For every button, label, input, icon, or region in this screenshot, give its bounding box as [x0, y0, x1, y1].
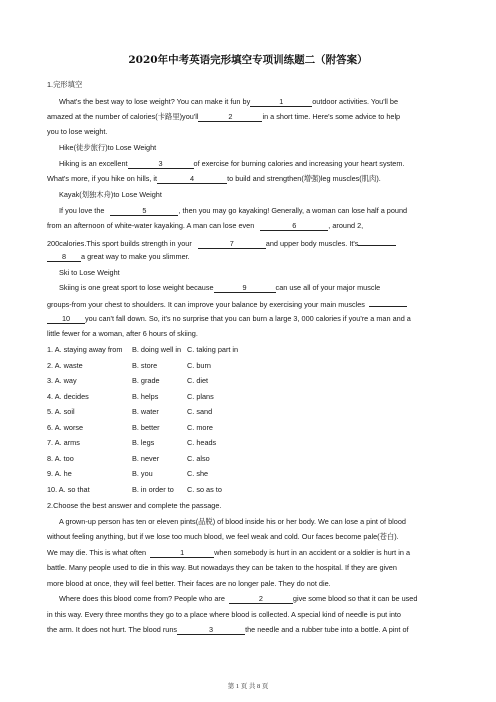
option-c: C. taking part in — [187, 345, 239, 354]
option-c: C. so as to — [187, 485, 222, 494]
blank-9: 9 — [214, 284, 276, 293]
option-a: 1. A. staying away from — [47, 345, 123, 354]
paragraph-line: What's the best way to lose weight? You can make it fun by 1 outdoor activities. You'll be — [59, 97, 399, 106]
blank-6: 6 — [260, 222, 328, 231]
paragraph-line: 200calories.This sport builds strength in your 7 and upper body muscles. It's — [47, 237, 396, 247]
option-c: C. sand — [187, 407, 213, 416]
blank-c2: 2 — [229, 595, 293, 604]
paragraph-line: amazed at the number of calories(卡路里)you'll 2 in a short time. Here's some advice to help — [47, 112, 401, 121]
option-b: B. grade — [132, 376, 160, 385]
subheading-ski: Ski to Lose Weight — [59, 268, 120, 277]
blank-10-start — [369, 298, 407, 307]
paragraph-line: 8 a great way to make you slimmer. — [47, 252, 190, 262]
paragraph-line: more blood at once, they will feel better. Their faces are no longer pale. They do not die. — [47, 579, 331, 588]
option-a: 3. A. way — [47, 376, 77, 385]
paragraph-line: from an afternoon of white-water kayaking. A man can lose even 6 , around 2, — [47, 221, 364, 230]
paragraph-line: in this way. Every three months they go to a place where blood is collected. A special kind of needle is put into — [47, 610, 401, 619]
blank-8: 8 — [47, 253, 81, 262]
blank-4: 4 — [157, 175, 227, 184]
blank-c1: 1 — [150, 549, 214, 558]
option-b: B. water — [132, 407, 159, 416]
option-a: 4. A. decides — [47, 392, 89, 401]
option-b: B. legs — [132, 438, 155, 447]
option-a: 6. A. worse — [47, 423, 84, 432]
paragraph-line: the arm. It does not hurt. The blood runs 3 the needle and a rubber tube into a bottle. A pint of — [47, 625, 409, 634]
option-b: B. helps — [132, 392, 159, 401]
option-b: B. never — [132, 454, 160, 463]
option-c: C. also — [187, 454, 210, 463]
option-c: C. burn — [187, 361, 211, 370]
blank-7: 7 — [198, 240, 266, 249]
section-heading-2: 2.Choose the best answer and complete the passage. — [47, 501, 222, 510]
paragraph-line: If you love the 5 , then you may go kayaking! Generally, a woman can lose half a pound — [59, 206, 408, 215]
option-c: C. she — [187, 469, 209, 478]
option-b: B. in order to — [132, 485, 174, 494]
paragraph-line: you to lose weight. — [47, 127, 108, 136]
option-a: 7. A. arms — [47, 438, 80, 447]
option-c: C. heads — [187, 438, 217, 447]
paragraph-line: little fewer for a woman, after 6 hours of skiing. — [47, 329, 198, 338]
paragraph-line: groups-from your chest to shoulders. It can improve your balance by exercising your main muscles — [47, 298, 407, 308]
option-c: C. plans — [187, 392, 214, 401]
paragraph-line: A grown-up person has ten or eleven pints(品脱) of blood inside his or her body. We can lose a pint of blood — [59, 517, 406, 526]
blank-10: 10 — [47, 315, 85, 324]
paragraph-line: without feeling anything, but if we lose too much blood, we feel weak and cold. Our faces become pale(苍白). — [47, 532, 399, 541]
paragraph-line: Skiing is one great sport to lose weight because 9 can use all of your major muscle — [59, 283, 381, 292]
option-b: B. you — [132, 469, 153, 478]
paragraph-line: battle. Many people used to die in this way. But nowadays they can be taken to the hospital. If they are given — [47, 563, 397, 572]
blank-1: 1 — [250, 98, 312, 107]
option-c: C. more — [187, 423, 213, 432]
blank-2: 2 — [198, 113, 262, 122]
blank-8-start — [358, 237, 396, 246]
option-a: 10. A. so that — [47, 485, 90, 494]
subheading-kayak: Kayak(划独木舟)to Lose Weight — [59, 190, 162, 199]
blank-5: 5 — [110, 207, 178, 216]
paragraph-line: Hiking is an excellent 3 of exercise for burning calories and increasing your heart system. — [59, 159, 405, 168]
paragraph-line: We may die. This is what often 1 when somebody is hurt in an accident or a soldier is hurt in a — [47, 548, 410, 557]
paragraph-line: Where does this blood come from? People who are 2 give some blood so that it can be used — [59, 594, 418, 603]
option-b: B. better — [132, 423, 160, 432]
page-footer: 第 1 页 共 8 页 — [227, 683, 269, 690]
option-a: 9. A. he — [47, 469, 72, 478]
section-heading-1: 1.完形填空 — [47, 80, 83, 89]
option-a: 8. A. too — [47, 454, 74, 463]
option-a: 5. A. soil — [47, 407, 75, 416]
paragraph-line: What's more, if you hike on hills, it 4 to build and strengthen(增强)leg muscles(肌肉). — [47, 174, 381, 183]
blank-3: 3 — [128, 160, 194, 169]
option-c: C. diet — [187, 376, 209, 385]
page-title: 2020年中考英语完形填空专项训练题二（附答案） — [128, 54, 368, 66]
subheading-hike: Hike(徒步旅行)to Lose Weight — [59, 143, 157, 152]
blank-c3: 3 — [177, 626, 245, 635]
paragraph-line: 10 you can't fall down. So, it's no surprise that you can burn a large 3, 000 calories if you're a man and a — [47, 314, 411, 324]
option-b: B. doing well in — [132, 345, 182, 354]
option-b: B. store — [132, 361, 158, 370]
option-a: 2. A. waste — [47, 361, 83, 370]
